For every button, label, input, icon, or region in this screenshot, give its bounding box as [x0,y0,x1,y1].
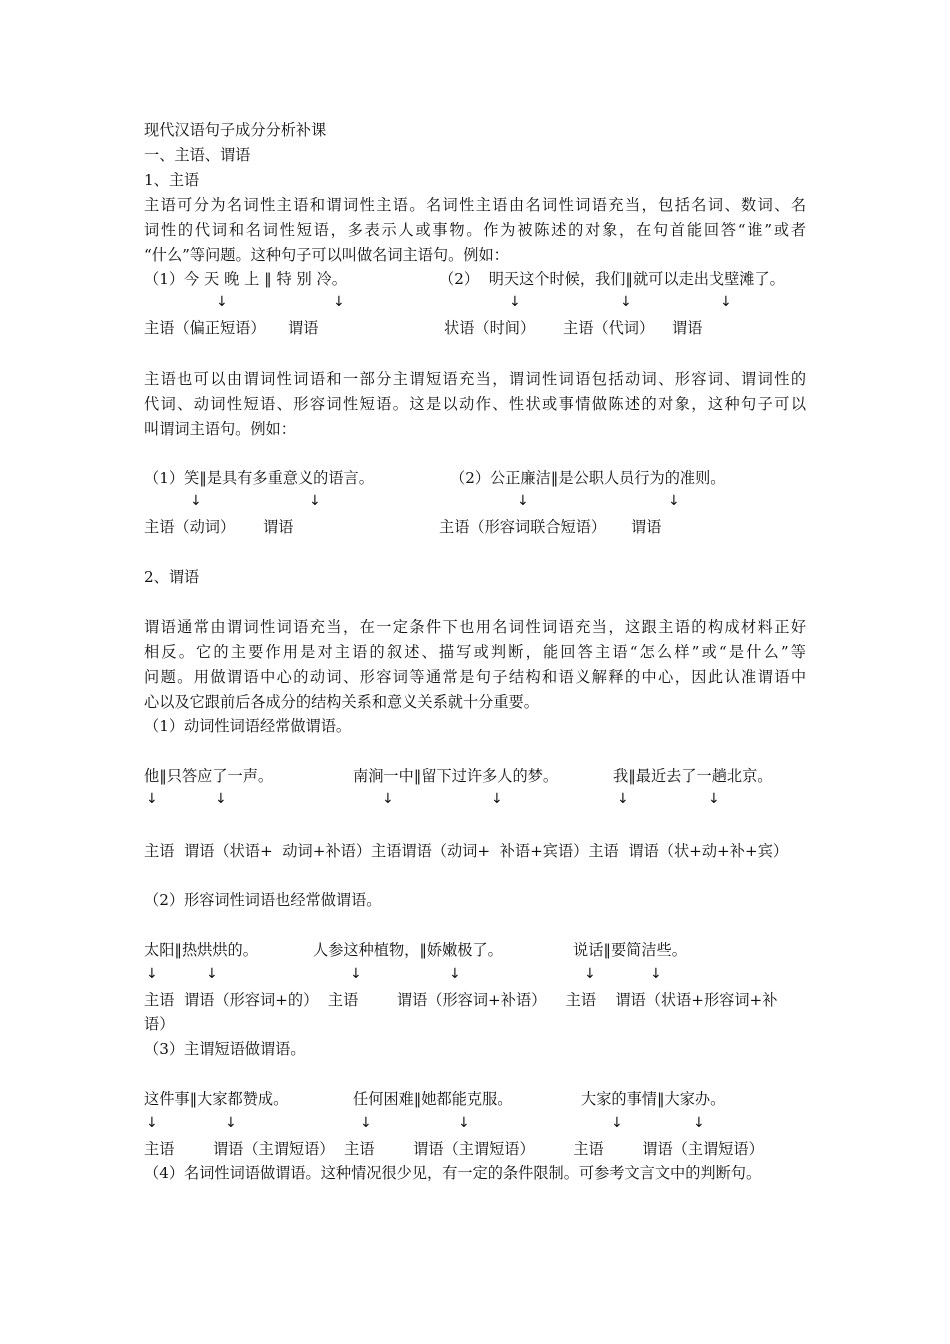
section-heading-subject-predicate: 一、主语、谓语 [144,146,251,164]
down-arrow-icon: ↓ [216,294,228,310]
down-arrow-icon: ↓ [449,966,461,982]
example-sentence: 太阳‖热烘烘的。 [144,941,258,959]
down-arrow-icon: ↓ [720,294,732,310]
document-title: 现代汉语句子成分分析补课 [144,121,327,139]
component-label: 谓语 [672,319,703,337]
down-arrow-icon: ↓ [620,294,632,310]
example-sentence: 说话‖要简洁些。 [573,941,687,959]
down-arrow-icon: ↓ [360,1115,372,1131]
down-arrow-icon: ↓ [215,791,227,807]
down-arrow-icon: ↓ [584,966,596,982]
component-label: 主语（动词） [144,518,236,536]
down-arrow-icon: ↓ [509,294,521,310]
paragraph-line: “什么”等问题。这种句子可以叫做名词主语句。例如： [144,246,509,264]
example-sentence: 我‖最近去了一趟北京。 [613,767,773,785]
component-label: 主语（代词） [563,319,655,337]
down-arrow-icon: ↓ [458,1115,470,1131]
down-arrow-icon: ↓ [350,966,362,982]
component-label: 谓语 [263,518,294,536]
paragraph-line: 主语也可以由谓词性词语和一部分主谓短语充当，谓词性词语包括动词、形容词、谓词性的 [144,370,806,388]
down-arrow-icon: ↓ [617,791,629,807]
down-arrow-icon: ↓ [190,493,202,509]
down-arrow-icon: ↓ [309,493,321,509]
down-arrow-icon: ↓ [517,493,529,509]
component-label-row: 主语 谓语（状语+ 动词+补语）主语谓语（动词+ 补语+宾语）主语 谓语（状+动+补+宾） [144,842,789,860]
paragraph-line: 叫谓词主语句。例如： [144,420,296,438]
paragraph-line: 代词、动词性短语、形容词性短语。这是以动作、性状或事情做陈述的对象，这种句子可以 [144,395,806,413]
down-arrow-icon: ↓ [611,1115,623,1131]
example-sentence: 任何困难‖她都能克服。 [353,1090,513,1108]
down-arrow-icon: ↓ [146,966,158,982]
example-sentence: （2） 明天这个时候，我们‖就可以走出戈壁滩了。 [439,270,785,288]
list-item-heading: （4）名词性词语做谓语。这种情况很少见，有一定的条件限制。可参考文言文中的判断句。 [144,1164,762,1182]
component-label: 谓语 [631,518,662,536]
component-label: 谓语 [288,319,319,337]
example-sentence: 他‖只答应了一声。 [144,767,274,785]
list-item-heading: （1）动词性词语经常做谓语。 [144,717,352,735]
list-item-heading: （2）形容词性词语也经常做谓语。 [144,891,382,909]
down-arrow-icon: ↓ [708,791,720,807]
example-sentence: 大家的事情‖大家办。 [581,1090,726,1108]
list-item-heading: （3）主谓短语做谓语。 [144,1040,306,1058]
paragraph-line: 词性的代词和名词性短语，多表示人或事物。作为被陈述的对象，在句首能回答“谁”或者 [144,221,806,239]
example-sentence: 人参这种植物，‖娇嫩极了。 [313,941,503,959]
component-label: 主语（偏正短语） [144,319,266,337]
down-arrow-icon: ↓ [146,791,158,807]
subsection-heading-predicate: 2、谓语 [144,568,200,586]
paragraph-line: 心以及它跟前后各成分的结构关系和意义关系就十分重要。 [144,693,539,711]
component-label-row: 主语 谓语（形容词+的） 主语 谓语（形容词+补语） 主语 谓语（状语+形容词+补 [144,991,778,1009]
example-sentence: （1）今 天 晚 上 ‖ 特 别 冷。 [144,270,347,288]
paragraph-line: 主语可分为名词性主语和谓词性主语。名词性主语由名词性词语充当，包括名词、数词、名 [144,196,806,214]
component-label: 状语（时间） [444,319,536,337]
down-arrow-icon: ↓ [668,493,680,509]
down-arrow-icon: ↓ [382,791,394,807]
down-arrow-icon: ↓ [650,966,662,982]
component-label: 主语（形容词联合短语） [439,518,607,536]
down-arrow-icon: ↓ [693,1115,705,1131]
down-arrow-icon: ↓ [333,294,345,310]
down-arrow-icon: ↓ [491,791,503,807]
example-sentence: 南涧一中‖留下过许多人的梦。 [353,767,559,785]
example-sentence: （1）笑‖是具有多重意义的语言。 [144,469,374,487]
down-arrow-icon: ↓ [146,1115,158,1131]
paragraph-line: 相反。它的主要作用是对主语的叙述、描写或判断，能回答主语“怎么样”或“是什么”等 [144,643,806,661]
example-sentence: 这件事‖大家都赞成。 [144,1090,289,1108]
paragraph-line: 问题。用做谓语中心的动词、形容词等通常是句子结构和语义解释的中心，因此认准谓语中 [144,668,806,686]
component-label-row: 主语 谓语（主谓短语） 主语 谓语（主谓短语） 主语 谓语（主谓短语） [144,1140,764,1158]
component-label-row: 语） [144,1015,175,1033]
subsection-heading-subject: 1、主语 [144,171,200,189]
paragraph-line: 谓语通常由谓词性词语充当，在一定条件下也用名词性词语充当，这跟主语的构成材料正好 [144,618,806,636]
down-arrow-icon: ↓ [225,1115,237,1131]
down-arrow-icon: ↓ [206,966,218,982]
example-sentence: （2）公正廉洁‖是公职人员行为的准则。 [450,469,726,487]
